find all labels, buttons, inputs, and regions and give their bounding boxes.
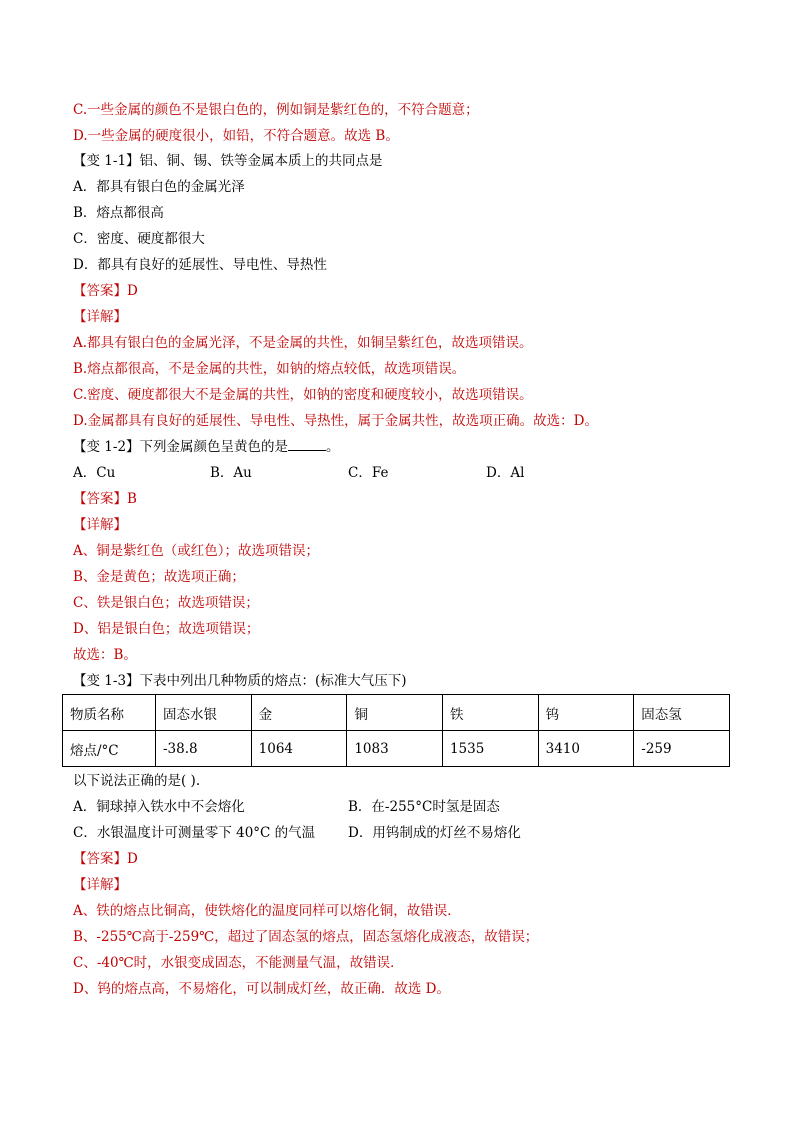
question-title: 【变 1-3】下表中列出几种物质的熔点：(标准大气压下) [73, 673, 407, 689]
answer-label: 【答案】D [73, 851, 138, 867]
explanation-line: C.一些金属的颜色不是银白色的，例如铜是紫红色的，不符合题意； [73, 102, 479, 118]
question-prompt: 以下说法正确的是( ). [73, 773, 201, 789]
question-title [73, 438, 340, 456]
question-text: 【变 1-2】下列金属颜色呈黄色的是 [73, 439, 289, 455]
table-row [63, 731, 730, 767]
answer-label: 【答案】B [73, 491, 137, 507]
detail-line: C、-40℃时，水银变成固态，不能测量气温，故错误． [73, 955, 404, 971]
option-b: B．Au [210, 465, 252, 481]
option-a: A．都具有银白色的金属光泽 [73, 179, 245, 195]
question-end: 。 [326, 439, 340, 455]
question-title: 【变 1-1】铝、铜、锡、铁等金属本质上的共同点是 [73, 153, 383, 169]
detail-line: A、铜是紫红色（或红色）；故选项错误； [73, 543, 319, 559]
detail-line: A、铁的熔点比铜高，使铁熔化的温度同样可以熔化铜，故错误． [73, 903, 461, 919]
option-d: D．用钨制成的灯丝不易熔化 [348, 825, 521, 841]
melting-point-table [62, 694, 730, 767]
answer-label: 【答案】D [73, 283, 138, 299]
table-cell: -38.8 [156, 731, 252, 767]
option-a: A．Cu [73, 465, 116, 481]
detail-label: 【详解】 [73, 309, 127, 325]
detail-line: D、铝是银白色；故选项错误； [73, 621, 260, 637]
option-b: B．在-255°C时氢是固态 [348, 799, 500, 815]
detail-line: D.金属都具有良好的延展性、导电性、导热性，属于金属共性，故选项正确。故选：D。 [73, 413, 598, 429]
table-cell: -259 [634, 731, 730, 767]
table-header-row [63, 695, 730, 731]
table-cell: 金 [251, 695, 347, 731]
table-cell: 固态氢 [634, 695, 730, 731]
detail-line: D、钨的熔点高，不易熔化，可以制成灯丝，故正确．故选 D。 [73, 981, 450, 997]
table-cell: 铜 [347, 695, 443, 731]
table-cell: 1083 [347, 731, 443, 767]
answer-blank [288, 438, 326, 451]
detail-line: C、铁是银白色；故选项错误； [73, 595, 259, 611]
table-cell: 固态水银 [156, 695, 252, 731]
option-c: C．Fe [348, 465, 389, 481]
detail-label: 【详解】 [73, 877, 127, 893]
option-a: A．铜球掉入铁水中不会熔化 [73, 799, 245, 815]
table-cell: 钨 [538, 695, 634, 731]
detail-line: B、金是黄色；故选项正确； [73, 569, 245, 585]
detail-line: A.都具有银白色的金属光泽，不是金属的共性，如铜呈紫红色，故选项错误。 [73, 335, 533, 351]
option-c: C．水银温度计可测量零下 40°C 的气温 [73, 825, 316, 841]
detail-label: 【详解】 [73, 517, 127, 533]
detail-line: B.熔点都很高，不是金属的共性，如钠的熔点较低，故选项错误。 [73, 361, 466, 377]
explanation-line: D.一些金属的硬度很小，如铅，不符合题意。故选 B。 [73, 128, 399, 144]
detail-line: C.密度、硬度都很大不是金属的共性，如钠的密度和硬度较小，故选项错误。 [73, 387, 533, 403]
option-b: B．熔点都很高 [73, 205, 164, 221]
table-cell: 1535 [442, 731, 538, 767]
table-cell: 1064 [251, 731, 347, 767]
detail-line: 故选：B。 [73, 647, 137, 663]
table-cell: 铁 [442, 695, 538, 731]
option-c: C．密度、硬度都很大 [73, 231, 205, 247]
table-cell: 熔点/°C [63, 731, 156, 767]
option-d: D．都具有良好的延展性、导电性、导热性 [73, 257, 327, 273]
option-d: D．Al [486, 465, 525, 481]
table-cell: 3410 [538, 731, 634, 767]
table-cell: 物质名称 [63, 695, 156, 731]
detail-line: B、-255℃高于-259℃，超过了固态氢的熔点，固态氢熔化成液态，故错误； [73, 929, 539, 945]
